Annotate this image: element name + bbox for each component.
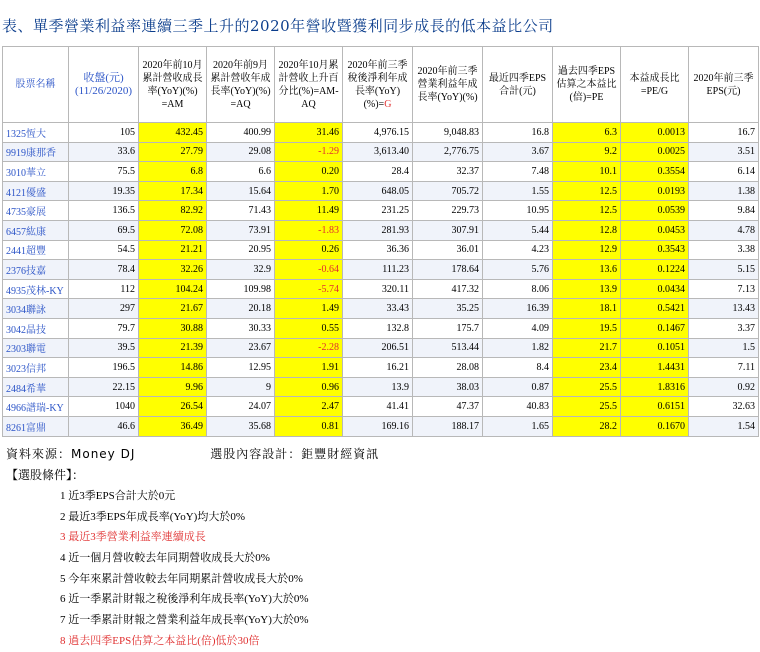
- header-9m-revenue-growth: 2020年前9月累計營收年成長率(YoY)(%) =AQ: [207, 47, 275, 123]
- header-row: [3, 47, 759, 123]
- cell-eps-3q: 5.15: [689, 260, 759, 280]
- cell-growth-diff: -1.29: [275, 142, 343, 162]
- cell-10m-growth: 72.08: [139, 220, 207, 240]
- table-row: [3, 162, 759, 182]
- cell-stock-name: 6457紘康: [3, 220, 69, 240]
- cell-net-income-growth: 132.8: [343, 318, 413, 338]
- cell-eps-4q: 1.65: [483, 416, 553, 436]
- cell-pe: 19.5: [553, 318, 621, 338]
- cell-pe: 25.5: [553, 377, 621, 397]
- header-g-marker: G: [384, 98, 392, 110]
- cell-net-income-growth: 206.51: [343, 338, 413, 358]
- cell-net-income-growth: 16.21: [343, 358, 413, 378]
- cell-net-income-growth: 28.4: [343, 162, 413, 182]
- cell-op-income-growth: 229.73: [413, 201, 483, 221]
- cell-10m-growth: 6.8: [139, 162, 207, 182]
- table-row: [3, 181, 759, 201]
- cell-9m-growth: 9: [207, 377, 275, 397]
- cell-pe: 13.6: [553, 260, 621, 280]
- cell-peg: 0.6151: [621, 397, 689, 417]
- cell-net-income-growth: 111.23: [343, 260, 413, 280]
- cell-growth-diff: 0.55: [275, 318, 343, 338]
- cell-growth-diff: 0.96: [275, 377, 343, 397]
- cell-eps-4q: 5.44: [483, 220, 553, 240]
- condition-item: 2 最近3季EPS年成長率(YoY)均大於0%: [60, 510, 245, 523]
- cell-growth-diff: 31.46: [275, 123, 343, 143]
- cell-10m-growth: 82.92: [139, 201, 207, 221]
- cell-peg: 0.0013: [621, 123, 689, 143]
- cell-stock-name: 2376技嘉: [3, 260, 69, 280]
- cell-growth-diff: 11.49: [275, 201, 343, 221]
- cell-eps-3q: 6.14: [689, 162, 759, 182]
- cell-growth-diff: 0.26: [275, 240, 343, 260]
- cell-10m-growth: 26.54: [139, 397, 207, 417]
- table-row: [3, 201, 759, 221]
- cell-op-income-growth: 705.72: [413, 181, 483, 201]
- cell-pe: 6.3: [553, 123, 621, 143]
- cell-net-income-growth: 320.11: [343, 279, 413, 299]
- cell-op-income-growth: 417.32: [413, 279, 483, 299]
- stock-table: [2, 46, 759, 437]
- table-row: [3, 142, 759, 162]
- cell-net-income-growth: 13.9: [343, 377, 413, 397]
- cell-pe: 10.1: [553, 162, 621, 182]
- header-revenue-diff: 2020年10月累計營收上升百分比(%)=AM-AQ: [275, 47, 343, 123]
- cell-pe: 28.2: [553, 416, 621, 436]
- cell-eps-4q: 1.55: [483, 181, 553, 201]
- cell-net-income-growth: 3,613.40: [343, 142, 413, 162]
- cell-9m-growth: 73.91: [207, 220, 275, 240]
- cell-growth-diff: 0.81: [275, 416, 343, 436]
- cell-close: 297: [69, 299, 139, 319]
- cell-net-income-growth: 281.93: [343, 220, 413, 240]
- table-row: [3, 338, 759, 358]
- table-row: [3, 299, 759, 319]
- table-row: [3, 358, 759, 378]
- cell-net-income-growth: 169.16: [343, 416, 413, 436]
- cell-close: 22.15: [69, 377, 139, 397]
- cell-pe: 13.9: [553, 279, 621, 299]
- cell-peg: 0.1051: [621, 338, 689, 358]
- cell-9m-growth: 71.43: [207, 201, 275, 221]
- cell-eps-3q: 1.5: [689, 338, 759, 358]
- cell-eps-4q: 5.76: [483, 260, 553, 280]
- cell-peg: 0.0025: [621, 142, 689, 162]
- page-title: 表、單季營業利益率連續三季上升的2020年營收暨獲利同步成長的低本益比公司: [2, 17, 554, 35]
- header-peg: 本益成長比 =PE/G: [621, 47, 689, 123]
- cell-pe: 12.5: [553, 201, 621, 221]
- cell-growth-diff: 1.91: [275, 358, 343, 378]
- cell-close: 1040: [69, 397, 139, 417]
- cell-peg: 1.8316: [621, 377, 689, 397]
- cell-9m-growth: 15.64: [207, 181, 275, 201]
- cell-close: 196.5: [69, 358, 139, 378]
- cell-close: 75.5: [69, 162, 139, 182]
- cell-close: 46.6: [69, 416, 139, 436]
- cell-net-income-growth: 4,976.15: [343, 123, 413, 143]
- cell-net-income-growth: 33.43: [343, 299, 413, 319]
- cell-stock-name: 4735豪展: [3, 201, 69, 221]
- cell-growth-diff: 2.47: [275, 397, 343, 417]
- cell-eps-4q: 7.48: [483, 162, 553, 182]
- cell-close: 136.5: [69, 201, 139, 221]
- condition-item: 8 過去四季EPS估算之本益比(倍)低於30倍: [60, 634, 260, 647]
- cell-eps-3q: 1.38: [689, 181, 759, 201]
- header-stock-name: 股票名稱: [3, 47, 69, 123]
- cell-close: 69.5: [69, 220, 139, 240]
- cell-stock-name: 3034聯詠: [3, 299, 69, 319]
- cell-stock-name: 4966譜瑞-KY: [3, 397, 69, 417]
- cell-peg: 0.0434: [621, 279, 689, 299]
- cell-growth-diff: -0.64: [275, 260, 343, 280]
- condition-item: 6 近一季累計財報之稅後淨利年成長率(YoY)大於0%: [60, 593, 309, 606]
- cell-eps-4q: 4.23: [483, 240, 553, 260]
- cell-10m-growth: 30.88: [139, 318, 207, 338]
- cell-stock-name: 2303聯電: [3, 338, 69, 358]
- cell-9m-growth: 6.6: [207, 162, 275, 182]
- table-row: [3, 260, 759, 280]
- cell-pe: 21.7: [553, 338, 621, 358]
- header-pe: 過去四季EPS估算之本益比(倍)=PE: [553, 47, 621, 123]
- cell-peg: 0.3554: [621, 162, 689, 182]
- cell-eps-3q: 0.92: [689, 377, 759, 397]
- cell-peg: 0.0539: [621, 201, 689, 221]
- table-row: [3, 123, 759, 143]
- cell-stock-name: 3023信邦: [3, 358, 69, 378]
- conditions-title: 【選股條件】：: [6, 468, 85, 482]
- cell-peg: 0.3543: [621, 240, 689, 260]
- cell-eps-4q: 0.87: [483, 377, 553, 397]
- header-net-income-growth: 2020年前三季稅後淨利年成長率(YoY)(%)=G: [343, 47, 413, 123]
- condition-item: 3 最近3季營業利益率連續成長: [60, 531, 206, 544]
- cell-eps-3q: 9.84: [689, 201, 759, 221]
- cell-growth-diff: -2.28: [275, 338, 343, 358]
- cell-net-income-growth: 36.36: [343, 240, 413, 260]
- cell-op-income-growth: 38.03: [413, 377, 483, 397]
- cell-close: 79.7: [69, 318, 139, 338]
- cell-10m-growth: 36.49: [139, 416, 207, 436]
- cell-eps-4q: 16.39: [483, 299, 553, 319]
- cell-pe: 12.9: [553, 240, 621, 260]
- cell-eps-4q: 16.8: [483, 123, 553, 143]
- cell-eps-3q: 3.51: [689, 142, 759, 162]
- cell-stock-name: 4121優盛: [3, 181, 69, 201]
- header-eps-3q: 2020年前三季 EPS(元): [689, 47, 759, 123]
- cell-pe: 23.4: [553, 358, 621, 378]
- cell-10m-growth: 21.39: [139, 338, 207, 358]
- cell-eps-4q: 40.83: [483, 397, 553, 417]
- cell-stock-name: 4935茂林-KY: [3, 279, 69, 299]
- cell-peg: 0.1224: [621, 260, 689, 280]
- cell-eps-3q: 4.78: [689, 220, 759, 240]
- table-row: [3, 416, 759, 436]
- designer-text: 選股內容設計：鉅豐財經資訊: [210, 447, 380, 461]
- cell-9m-growth: 29.08: [207, 142, 275, 162]
- cell-peg: 0.1670: [621, 416, 689, 436]
- cell-close: 33.6: [69, 142, 139, 162]
- cell-eps-3q: 3.38: [689, 240, 759, 260]
- cell-eps-3q: 13.43: [689, 299, 759, 319]
- cell-peg: 0.5421: [621, 299, 689, 319]
- cell-eps-4q: 4.09: [483, 318, 553, 338]
- cell-growth-diff: 1.49: [275, 299, 343, 319]
- cell-eps-4q: 1.82: [483, 338, 553, 358]
- header-10m-revenue-growth: 2020年前10月累計營收成長率(YoY)(%) =AM: [139, 47, 207, 123]
- condition-item: 5 今年來累計營收較去年同期累計營收成長大於0%: [60, 572, 303, 585]
- cell-close: 54.5: [69, 240, 139, 260]
- cell-10m-growth: 432.45: [139, 123, 207, 143]
- cell-peg: 0.0453: [621, 220, 689, 240]
- cell-10m-growth: 9.96: [139, 377, 207, 397]
- cell-close: 19.35: [69, 181, 139, 201]
- cell-10m-growth: 17.34: [139, 181, 207, 201]
- cell-net-income-growth: 231.25: [343, 201, 413, 221]
- cell-eps-3q: 32.63: [689, 397, 759, 417]
- table-row: [3, 220, 759, 240]
- cell-eps-3q: 7.13: [689, 279, 759, 299]
- table-row: [3, 240, 759, 260]
- cell-9m-growth: 24.07: [207, 397, 275, 417]
- cell-op-income-growth: 175.7: [413, 318, 483, 338]
- cell-op-income-growth: 32.37: [413, 162, 483, 182]
- cell-9m-growth: 109.98: [207, 279, 275, 299]
- cell-10m-growth: 21.21: [139, 240, 207, 260]
- cell-op-income-growth: 9,048.83: [413, 123, 483, 143]
- cell-10m-growth: 104.24: [139, 279, 207, 299]
- cell-9m-growth: 20.95: [207, 240, 275, 260]
- cell-peg: 1.4431: [621, 358, 689, 378]
- cell-9m-growth: 30.33: [207, 318, 275, 338]
- cell-eps-4q: 10.95: [483, 201, 553, 221]
- cell-op-income-growth: 188.17: [413, 416, 483, 436]
- condition-item: 7 近一季累計財報之營業利益年成長率(YoY)大於0%: [60, 614, 309, 627]
- cell-pe: 9.2: [553, 142, 621, 162]
- cell-stock-name: 8261富鼎: [3, 416, 69, 436]
- cell-pe: 12.5: [553, 181, 621, 201]
- cell-op-income-growth: 28.08: [413, 358, 483, 378]
- cell-pe: 12.8: [553, 220, 621, 240]
- cell-net-income-growth: 41.41: [343, 397, 413, 417]
- condition-item: 4 近一個月營收較去年同期營收成長大於0%: [60, 552, 270, 565]
- cell-growth-diff: -5.74: [275, 279, 343, 299]
- cell-10m-growth: 32.26: [139, 260, 207, 280]
- cell-9m-growth: 32.9: [207, 260, 275, 280]
- cell-op-income-growth: 36.01: [413, 240, 483, 260]
- cell-eps-4q: 3.67: [483, 142, 553, 162]
- cell-pe: 18.1: [553, 299, 621, 319]
- cell-close: 78.4: [69, 260, 139, 280]
- cell-op-income-growth: 47.37: [413, 397, 483, 417]
- cell-stock-name: 2484希華: [3, 377, 69, 397]
- cell-close: 39.5: [69, 338, 139, 358]
- cell-stock-name: 3010華立: [3, 162, 69, 182]
- cell-peg: 0.1467: [621, 318, 689, 338]
- table-body: [3, 123, 759, 437]
- cell-stock-name: 2441超豐: [3, 240, 69, 260]
- cell-net-income-growth: 648.05: [343, 181, 413, 201]
- condition-item: 1 近3季EPS合計大於0元: [60, 490, 176, 502]
- table-row: [3, 377, 759, 397]
- cell-peg: 0.0193: [621, 181, 689, 201]
- cell-op-income-growth: 2,776.75: [413, 142, 483, 162]
- cell-9m-growth: 20.18: [207, 299, 275, 319]
- cell-eps-3q: 3.37: [689, 318, 759, 338]
- cell-eps-4q: 8.06: [483, 279, 553, 299]
- cell-eps-4q: 8.4: [483, 358, 553, 378]
- footer: [6, 444, 746, 652]
- cell-10m-growth: 14.86: [139, 358, 207, 378]
- cell-9m-growth: 23.67: [207, 338, 275, 358]
- cell-9m-growth: 35.68: [207, 416, 275, 436]
- header-close: 收盤(元) (11/26/2020): [69, 47, 139, 123]
- source-text: 資料來源：Money DJ: [6, 447, 136, 461]
- header-operating-income-growth: 2020年前三季營業利益年成長率(YoY)(%): [413, 47, 483, 123]
- cell-pe: 25.5: [553, 397, 621, 417]
- cell-eps-3q: 7.11: [689, 358, 759, 378]
- cell-op-income-growth: 178.64: [413, 260, 483, 280]
- cell-growth-diff: 0.20: [275, 162, 343, 182]
- cell-close: 105: [69, 123, 139, 143]
- table-row: [3, 279, 759, 299]
- cell-10m-growth: 21.67: [139, 299, 207, 319]
- table-row: [3, 318, 759, 338]
- cell-stock-name: 1325恆大: [3, 123, 69, 143]
- cell-stock-name: 9919康那香: [3, 142, 69, 162]
- cell-eps-3q: 16.7: [689, 123, 759, 143]
- cell-op-income-growth: 307.91: [413, 220, 483, 240]
- cell-9m-growth: 400.99: [207, 123, 275, 143]
- cell-growth-diff: 1.70: [275, 181, 343, 201]
- cell-op-income-growth: 513.44: [413, 338, 483, 358]
- cell-op-income-growth: 35.25: [413, 299, 483, 319]
- cell-eps-3q: 1.54: [689, 416, 759, 436]
- table-row: [3, 397, 759, 417]
- header-eps-4q: 最近四季EPS 合計(元): [483, 47, 553, 123]
- source-line: [6, 444, 746, 464]
- cell-close: 112: [69, 279, 139, 299]
- cell-9m-growth: 12.95: [207, 358, 275, 378]
- cell-stock-name: 3042晶技: [3, 318, 69, 338]
- cell-growth-diff: -1.83: [275, 220, 343, 240]
- cell-10m-growth: 27.79: [139, 142, 207, 162]
